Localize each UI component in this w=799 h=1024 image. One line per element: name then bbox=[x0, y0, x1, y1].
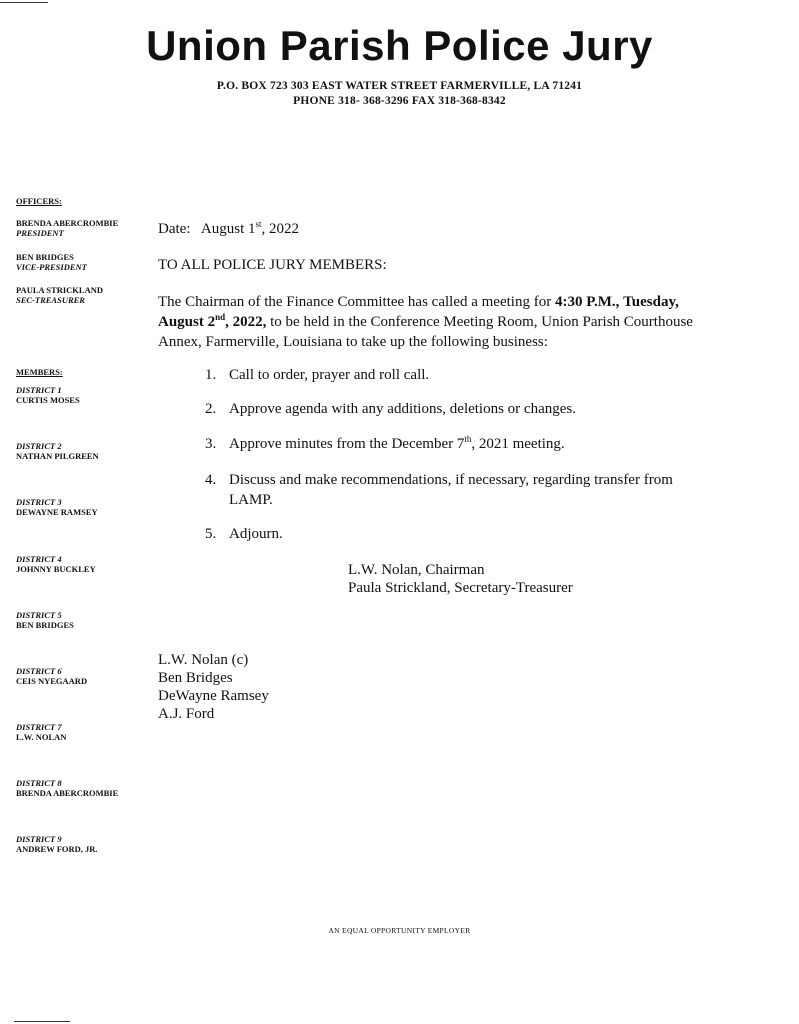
member-district: DISTRICT 4 bbox=[16, 554, 62, 564]
agenda-item: 3. Approve minutes from the December 7th, 2021 meeting. bbox=[205, 434, 565, 452]
member-name: ANDREW FORD, JR. bbox=[16, 844, 98, 854]
officer-role: VICE-PRESIDENT bbox=[16, 262, 87, 272]
member-district: DISTRICT 3 bbox=[16, 497, 62, 507]
member-name: NATHAN PILGREEN bbox=[16, 451, 99, 461]
member-district: DISTRICT 5 bbox=[16, 610, 62, 620]
committee-member: A.J. Ford bbox=[158, 706, 215, 722]
member-entry bbox=[16, 497, 98, 517]
meeting-day: Tuesday, August 2nd, 2022, bbox=[158, 294, 679, 330]
date-label: Date: bbox=[158, 221, 191, 237]
scan-mark-top bbox=[0, 2, 48, 3]
officer-name: BEN BRIDGES bbox=[16, 252, 74, 262]
officer-name: PAULA STRICKLAND bbox=[16, 285, 103, 295]
member-name: CURTIS MOSES bbox=[16, 395, 80, 405]
agenda-item: 1. Call to order, prayer and roll call. bbox=[205, 367, 430, 383]
member-entry bbox=[16, 554, 96, 574]
officer-entry bbox=[16, 285, 103, 305]
officer-entry bbox=[16, 252, 87, 272]
member-entry bbox=[16, 610, 74, 630]
member-name: JOHNNY BUCKLEY bbox=[16, 564, 96, 574]
member-district: DISTRICT 9 bbox=[16, 834, 62, 844]
member-name: BEN BRIDGES bbox=[16, 620, 74, 630]
scan-mark-bottom bbox=[14, 1021, 70, 1022]
member-name: DEWAYNE RAMSEY bbox=[16, 507, 98, 517]
signature-secretary: Paula Strickland, Secretary-Treasurer bbox=[348, 580, 573, 596]
committee-member: DeWayne Ramsey bbox=[158, 688, 269, 704]
member-name: CEIS NYEGAARD bbox=[16, 676, 88, 686]
letterhead-title: Union Parish Police Jury bbox=[146, 22, 653, 69]
member-entry bbox=[16, 385, 80, 405]
member-entry bbox=[16, 666, 87, 686]
member-entry bbox=[16, 834, 98, 854]
member-district: DISTRICT 1 bbox=[16, 385, 62, 395]
footer-text: AN EQUAL OPPORTUNITY EMPLOYER bbox=[328, 926, 471, 935]
date-value: August 1st, 2022 bbox=[200, 219, 300, 237]
salutation: TO ALL POLICE JURY MEMBERS: bbox=[158, 257, 387, 273]
agenda-item: 2. Approve agenda with any additions, deletions or changes. bbox=[205, 401, 576, 417]
letterhead-address: P.O. BOX 723 303 EAST WATER STREET FARMERVILLE, LA 71241 bbox=[216, 80, 583, 92]
agenda-item: 5. Adjourn. bbox=[205, 526, 283, 542]
agenda-item: 4. Discuss and make recommendations, if necessary, regarding transfer from LAMP. bbox=[205, 472, 673, 508]
member-district: DISTRICT 6 bbox=[16, 666, 62, 676]
committee-member: L.W. Nolan (c) bbox=[158, 652, 249, 668]
officer-entry bbox=[16, 218, 118, 238]
officer-role: PRESIDENT bbox=[16, 228, 64, 238]
signature-chairman: L.W. Nolan, Chairman bbox=[348, 562, 485, 578]
member-district: DISTRICT 8 bbox=[16, 778, 62, 788]
officer-role: SEC-TREASURER bbox=[16, 295, 85, 305]
letter-date bbox=[158, 219, 299, 239]
member-name: BRENDA ABERCROMBIE bbox=[16, 788, 119, 798]
officers-heading: OFFICERS: bbox=[16, 196, 62, 206]
member-name: L.W. NOLAN bbox=[16, 732, 67, 742]
member-entry bbox=[16, 778, 118, 798]
officer-name: BRENDA ABERCROMBIE bbox=[16, 218, 119, 228]
intro-paragraph: The Chairman of the Finance Committee has called a meeting for 4:30 P.M., Tuesday, August 2nd, 2022, to be held in the Conference Meeting Room, Union Parish Courthouse Annex, Farmerville, Louisiana to take up the following business: bbox=[158, 294, 693, 350]
member-entry bbox=[16, 722, 66, 742]
members-heading: MEMBERS: bbox=[16, 367, 63, 377]
meeting-time: 4:30 P.M., bbox=[554, 294, 620, 310]
member-district: DISTRICT 7 bbox=[16, 722, 62, 732]
member-entry bbox=[16, 441, 99, 461]
letterhead-phone: PHONE 318- 368-3296 FAX 318-368-8342 bbox=[293, 95, 506, 107]
committee-member: Ben Bridges bbox=[158, 670, 233, 686]
member-district: DISTRICT 2 bbox=[16, 441, 62, 451]
